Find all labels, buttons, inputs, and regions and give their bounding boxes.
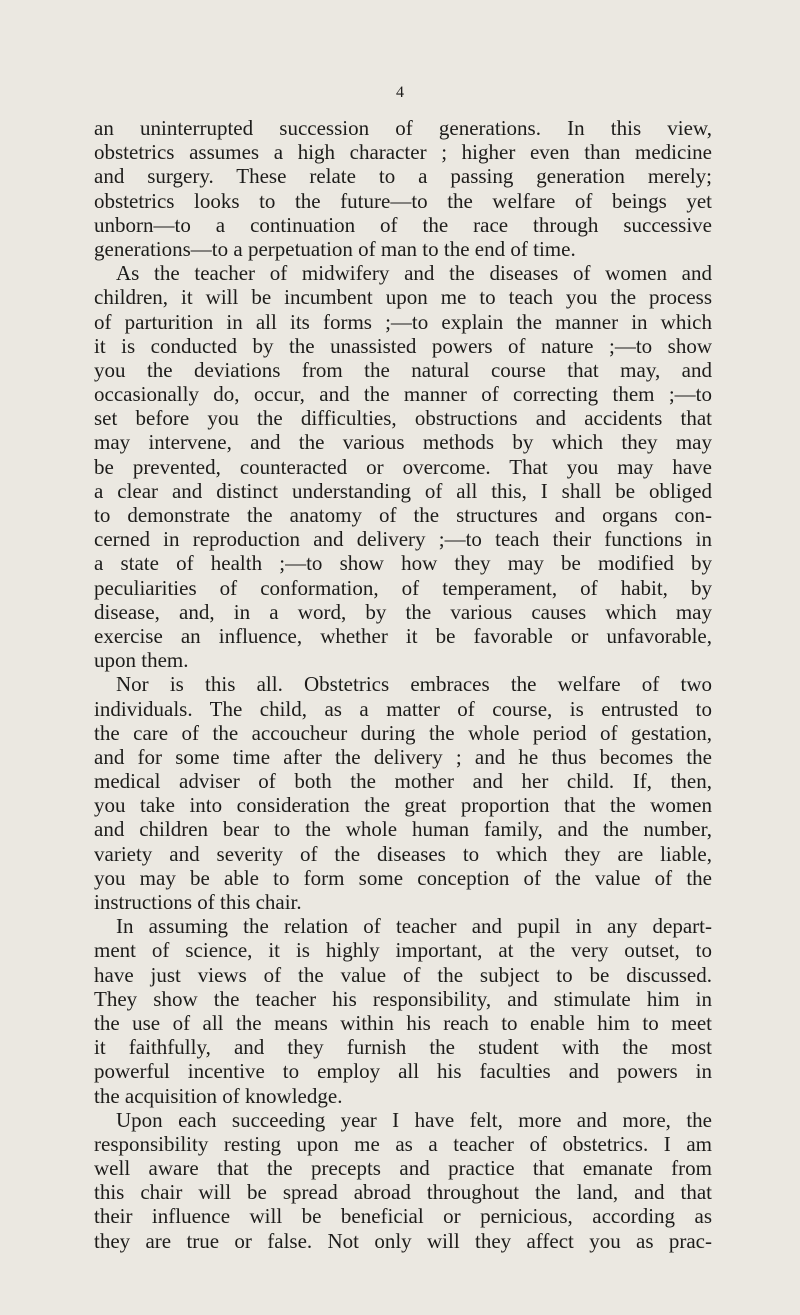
text-line: may intervene, and the various methods by which they may [94,430,712,455]
text-line: They show the teacher his responsibility, and stimulate him in [94,986,712,1011]
text-line: the care of the accoucheur during the whole period of gestation, [94,720,712,745]
text-line: a clear and distinct understanding of all this, I shall be obliged [94,478,712,503]
text-line: peculiarities of conformation, of temperament, of habit, by [94,575,712,600]
paragraph-start-line: Nor is this all. Obstetrics embraces the welfare of two [116,672,712,697]
text-line: this chair will be spread abroad throughout the land, and that [94,1180,712,1205]
text-line: they are true or false. Not only will they affect you as prac- [94,1228,712,1253]
text-line: cerned in reproduction and delivery ;—to teach their functions in [94,527,712,552]
text-line: and for some time after the delivery ; and he thus becomes the [94,744,712,769]
text-line: powerful incentive to employ all his faculties and powers in [94,1059,712,1084]
text-line: you may be able to form some conception of the value of the [94,865,712,890]
text-line: you the deviations from the natural course that may, and [94,357,712,382]
text-line: generations—to a perpetuation of man to the end of time. [94,236,576,261]
text-line: well aware that the precepts and practice that emanate from [94,1156,712,1181]
body-text [94,116,712,1253]
text-line: it is conducted by the unassisted powers of nature ;—to show [94,333,712,358]
text-line: medical adviser of both the mother and her child. If, then, [94,769,712,794]
text-line: obstetrics assumes a high character ; higher even than medicine [94,140,712,165]
text-line: upon them. [94,648,189,673]
text-line: their influence will be beneficial or pernicious, according as [94,1204,712,1229]
text-line: and children bear to the whole human family, and the number, [94,817,712,842]
text-line: exercise an influence, whether it be favorable or unfavorable, [94,623,712,648]
paragraph-start-line: Upon each succeeding year I have felt, more and more, the [116,1107,712,1132]
text-line: unborn—to a continuation of the race through successive [94,212,712,237]
text-line: a state of health ;—to show how they may be modified by [94,551,712,576]
text-line: and surgery. These relate to a passing generation merely; [94,164,712,189]
page-number: 4 [396,84,404,101]
text-line: the use of all the means within his reach to enable him to meet [94,1010,712,1035]
text-line: responsibility resting upon me as a teacher of obstetrics. I am [94,1131,712,1156]
text-line: disease, and, in a word, by the various causes which may [94,599,712,624]
text-line: of parturition in all its forms ;—to explain the manner in which [94,309,712,334]
text-line: occasionally do, occur, and the manner of correcting them ;—to [94,382,712,407]
paragraph-start-line: In assuming the relation of teacher and pupil in any depart- [116,914,712,939]
text-line: children, it will be incumbent upon me to teach you the process [94,285,712,310]
text-line: an uninterrupted succession of generations. In this view, [94,116,712,140]
text-line: you take into consideration the great proportion that the women [94,793,712,818]
text-line: it faithfully, and they furnish the student with the most [94,1035,712,1060]
text-line: to demonstrate the anatomy of the structures and organs con- [94,503,712,527]
text-line: be prevented, counteracted or overcome. That you may have [94,454,712,479]
text-line: have just views of the value of the subject to be discussed. [94,962,712,987]
text-line: variety and severity of the diseases to which they are liable, [94,841,712,866]
text-line: the acquisition of knowledge. [94,1083,343,1108]
paragraph-start-line: As the teacher of midwifery and the diseases of women and [116,261,712,286]
text-line: set before you the difficulties, obstructions and accidents that [94,406,712,431]
text-line: individuals. The child, as a matter of course, is entrusted to [94,696,712,721]
text-line: ment of science, it is highly important, at the very outset, to [94,938,712,963]
text-line: instructions of this chair. [94,890,302,914]
text-line: obstetrics looks to the future—to the welfare of beings yet [94,188,712,213]
